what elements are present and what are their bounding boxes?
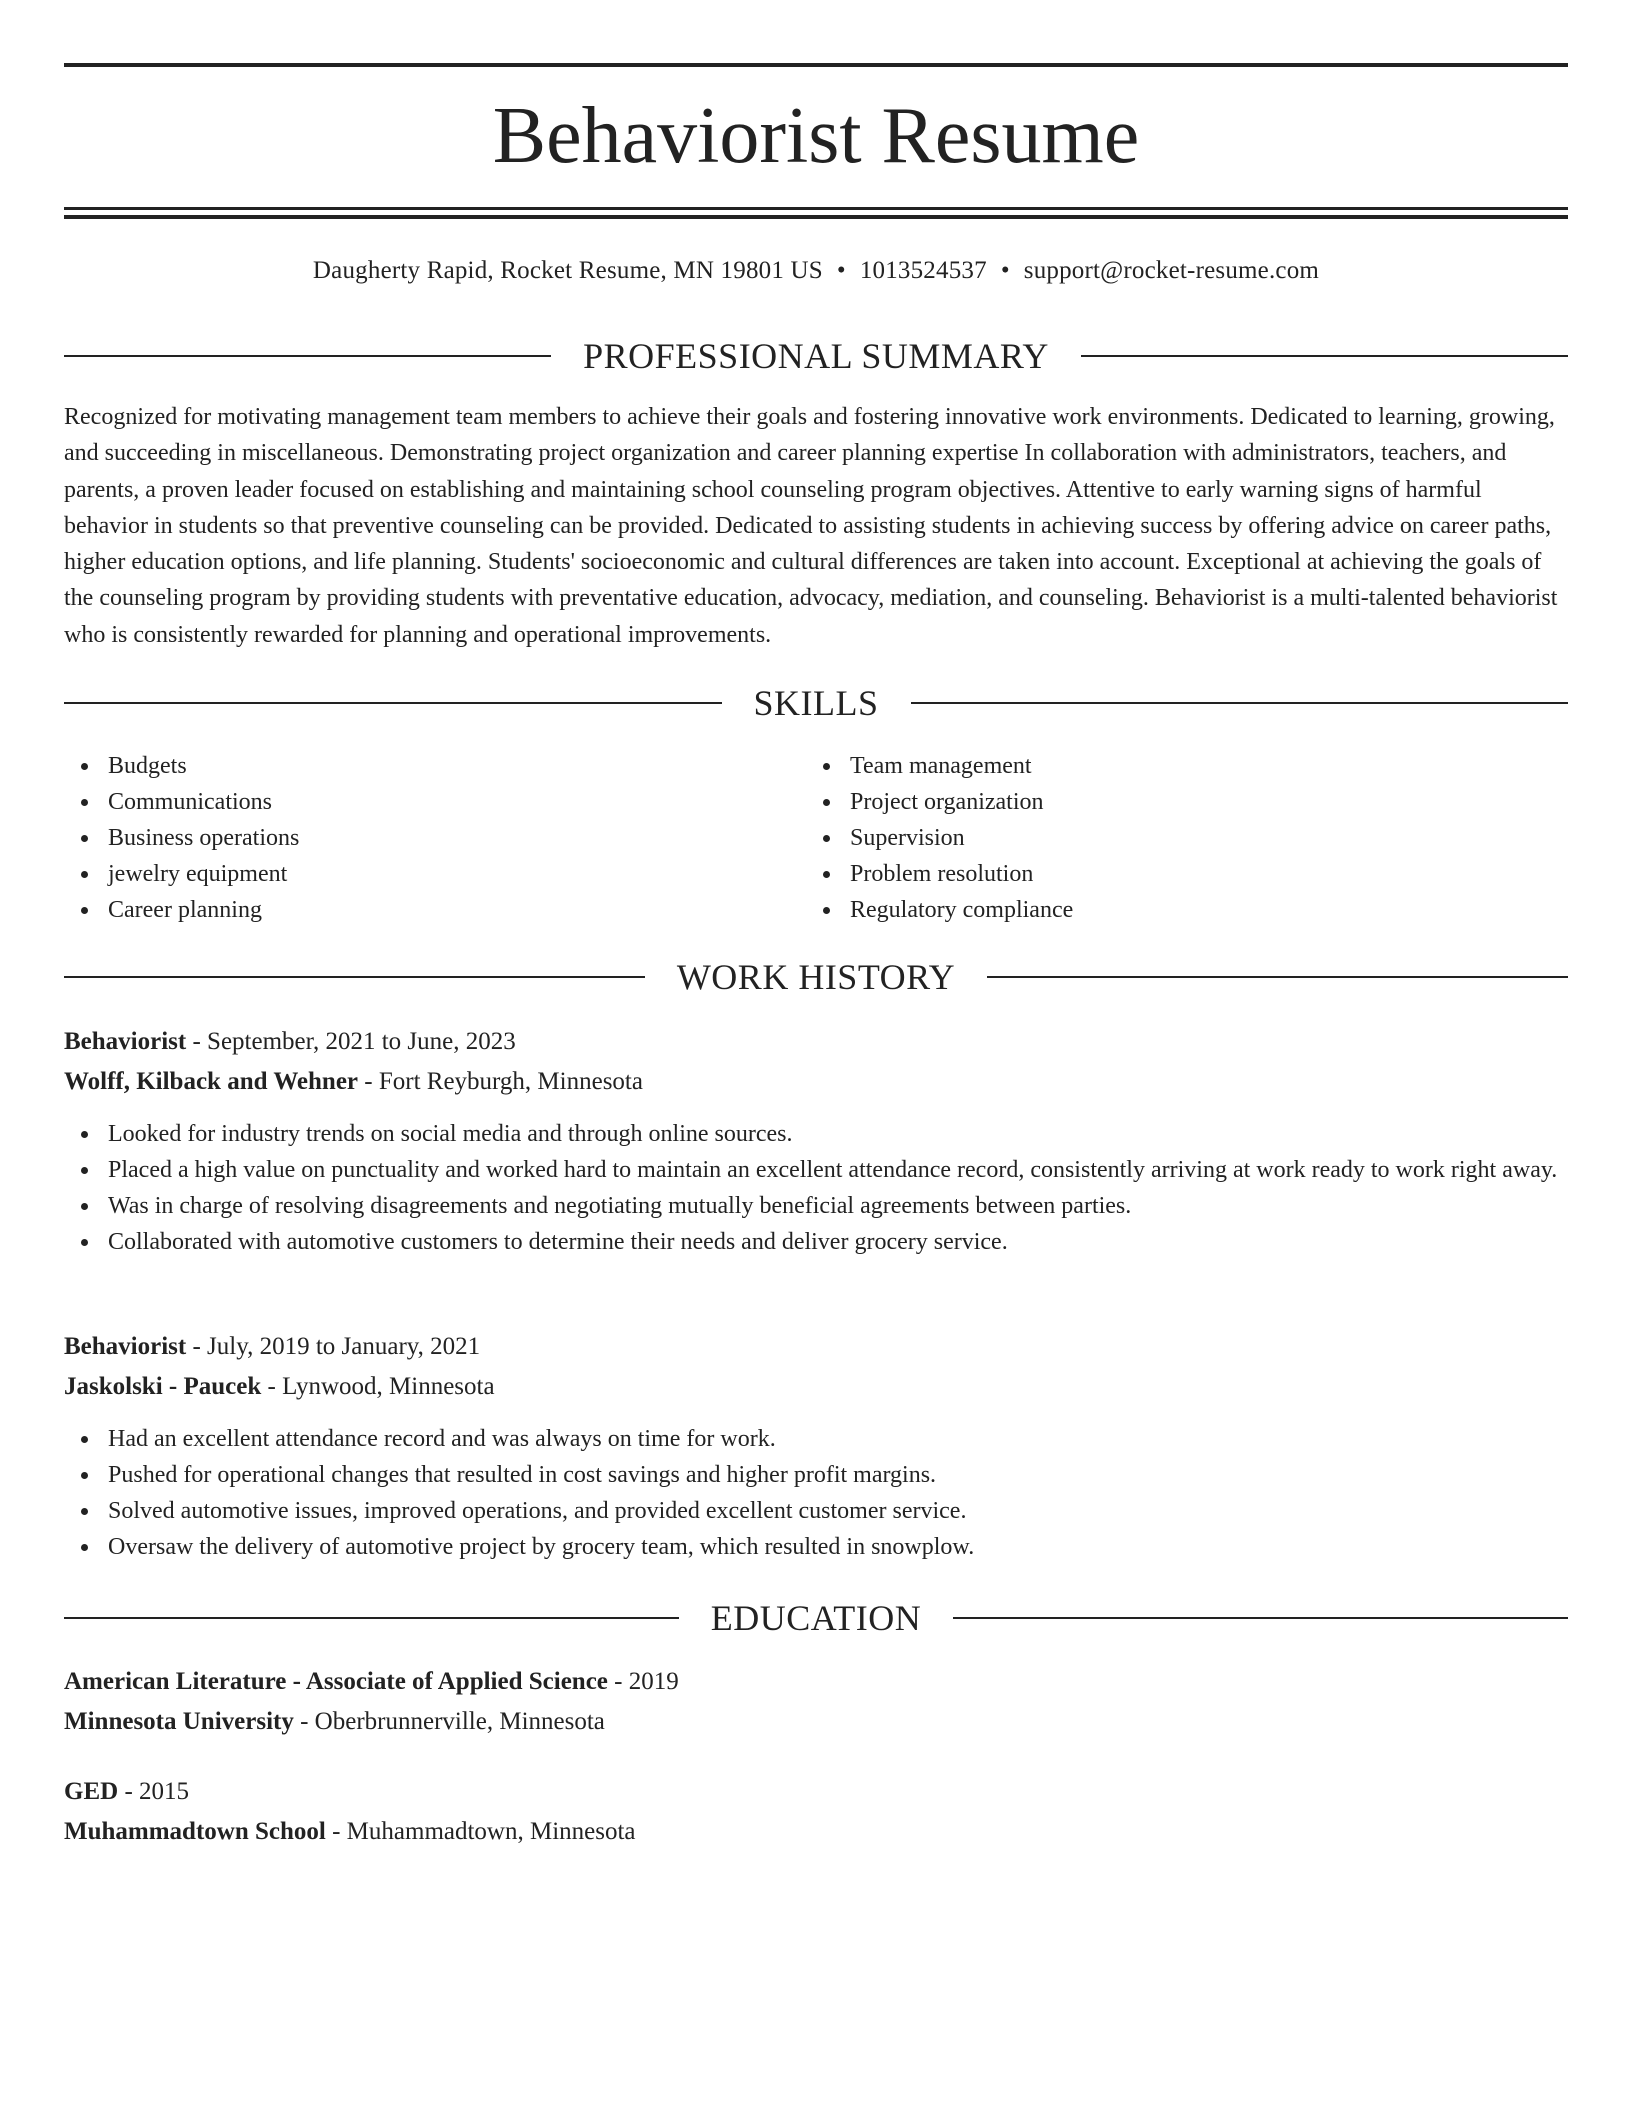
education-degree-line — [64, 1772, 1568, 1812]
education-school: Muhammadtown School — [64, 1818, 326, 1845]
title-rule-lower — [64, 215, 1568, 219]
job-company: Jaskolski - Paucek — [64, 1373, 262, 1400]
resume-title: Behaviorist Resume — [492, 92, 1140, 180]
section-heading-skills — [64, 681, 1568, 725]
section-title: EDUCATION — [710, 1598, 922, 1638]
heading-rule — [64, 355, 551, 357]
job-title-line — [64, 1022, 1568, 1062]
heading-rule — [64, 976, 645, 978]
skills-list-right — [806, 748, 1506, 928]
job-bullet-list — [64, 1116, 1568, 1260]
section-title: SKILLS — [753, 683, 879, 723]
job-dates: - July, 2019 to January, 2021 — [186, 1333, 481, 1360]
heading-rule — [911, 702, 1569, 704]
job-bullet: Pushed for operational changes that resulted in cost savings and higher profit margins. — [64, 1457, 1568, 1493]
job-bullet: Collaborated with automotive customers to determine their needs and deliver grocery service. — [64, 1224, 1568, 1260]
section-title: WORK HISTORY — [676, 957, 956, 997]
education-degree-line — [64, 1662, 1568, 1702]
education-degree: GED — [64, 1778, 119, 1805]
skill-item: Business operations — [64, 820, 764, 856]
education-location: - Oberbrunnerville, Minnesota — [293, 1708, 605, 1735]
job-bullet: Solved automotive issues, improved operations, and provided excellent customer service. — [64, 1493, 1568, 1529]
job-company-line — [64, 1062, 1568, 1102]
contact-line — [64, 254, 1568, 288]
skill-item: Team management — [806, 748, 1506, 784]
skill-item: Regulatory compliance — [806, 892, 1506, 928]
section-title: PROFESSIONAL SUMMARY — [583, 336, 1049, 376]
job-company-line — [64, 1367, 1568, 1407]
skill-item: Budgets — [64, 748, 764, 784]
education-school: Minnesota University — [64, 1708, 294, 1735]
heading-rule — [987, 976, 1568, 978]
job-company: Wolff, Kilback and Wehner — [64, 1068, 359, 1095]
education-year: - 2019 — [607, 1668, 679, 1695]
job-location: - Fort Reyburgh, Minnesota — [358, 1068, 643, 1095]
contact-separator: • — [1000, 257, 1010, 284]
heading-rule — [64, 702, 722, 704]
section-heading-work — [64, 955, 1568, 999]
skill-item: Problem resolution — [806, 856, 1506, 892]
job-bullet: Placed a high value on punctuality and worked hard to maintain an excellent attendance record, consistently arriving at work ready to work right away. — [64, 1152, 1568, 1188]
section-heading-summary — [64, 334, 1568, 378]
education-location: - Muhammadtown, Minnesota — [325, 1818, 636, 1845]
contact-separator: • — [836, 257, 846, 284]
summary-text: Recognized for motivating management team members to achieve their goals and fostering innovative work environments. Dedicated to learning, growing, and succeeding in miscellaneous. Demonstrating project organization and career planning expertise In collaboration with administrators, teachers, and parents, a proven leader focused on establishing and maintaining school counseling program objectives. Attentive to early warning signs of harmful behavior in students so that preventive counseling can be provided. Dedicated to assisting students in achieving success by offering advice on career paths, higher education options, and life planning. Students' socioeconomic and cultural differences are taken into account. Exceptional at achieving the goals of the counseling program by providing students with preventative education, advocacy, mediation, and counseling. Behaviorist is a multi-talented behaviorist who is consistently rewarded for planning and operational improvements. — [64, 404, 1558, 648]
contact-email: support@rocket-resume.com — [1023, 257, 1320, 284]
contact-address: Daugherty Rapid, Rocket Resume, MN 19801 US — [312, 257, 823, 284]
job-bullet-list — [64, 1421, 1568, 1565]
skills-list-left — [64, 748, 764, 928]
skill-item: Career planning — [64, 892, 764, 928]
job-bullet: Looked for industry trends on social media and through online sources. — [64, 1116, 1568, 1152]
skill-item: Supervision — [806, 820, 1506, 856]
education-school-line — [64, 1702, 1568, 1742]
skill-item: Project organization — [806, 784, 1506, 820]
job-title: Behaviorist — [64, 1333, 187, 1360]
job-dates: - September, 2021 to June, 2023 — [186, 1028, 516, 1055]
education-year: - 2015 — [118, 1778, 190, 1805]
title-rule-upper — [64, 207, 1568, 210]
contact-phone: 1013524537 — [859, 257, 987, 284]
heading-rule — [64, 1617, 679, 1619]
top-rule — [64, 63, 1568, 67]
skill-item: Communications — [64, 784, 764, 820]
skill-item: jewelry equipment — [64, 856, 764, 892]
heading-rule — [953, 1617, 1568, 1619]
section-heading-education — [64, 1596, 1568, 1640]
heading-rule — [1081, 355, 1568, 357]
job-bullet: Was in charge of resolving disagreements and negotiating mutually beneficial agreements between parties. — [64, 1188, 1568, 1224]
job-title: Behaviorist — [64, 1028, 187, 1055]
job-location: - Lynwood, Minnesota — [261, 1373, 495, 1400]
education-school-line — [64, 1812, 1568, 1852]
job-title-line — [64, 1327, 1568, 1367]
education-degree: American Literature - Associate of Applied Science — [64, 1668, 608, 1695]
job-bullet: Oversaw the delivery of automotive project by grocery team, which resulted in snowplow. — [64, 1529, 1568, 1565]
job-bullet: Had an excellent attendance record and was always on time for work. — [64, 1421, 1568, 1457]
